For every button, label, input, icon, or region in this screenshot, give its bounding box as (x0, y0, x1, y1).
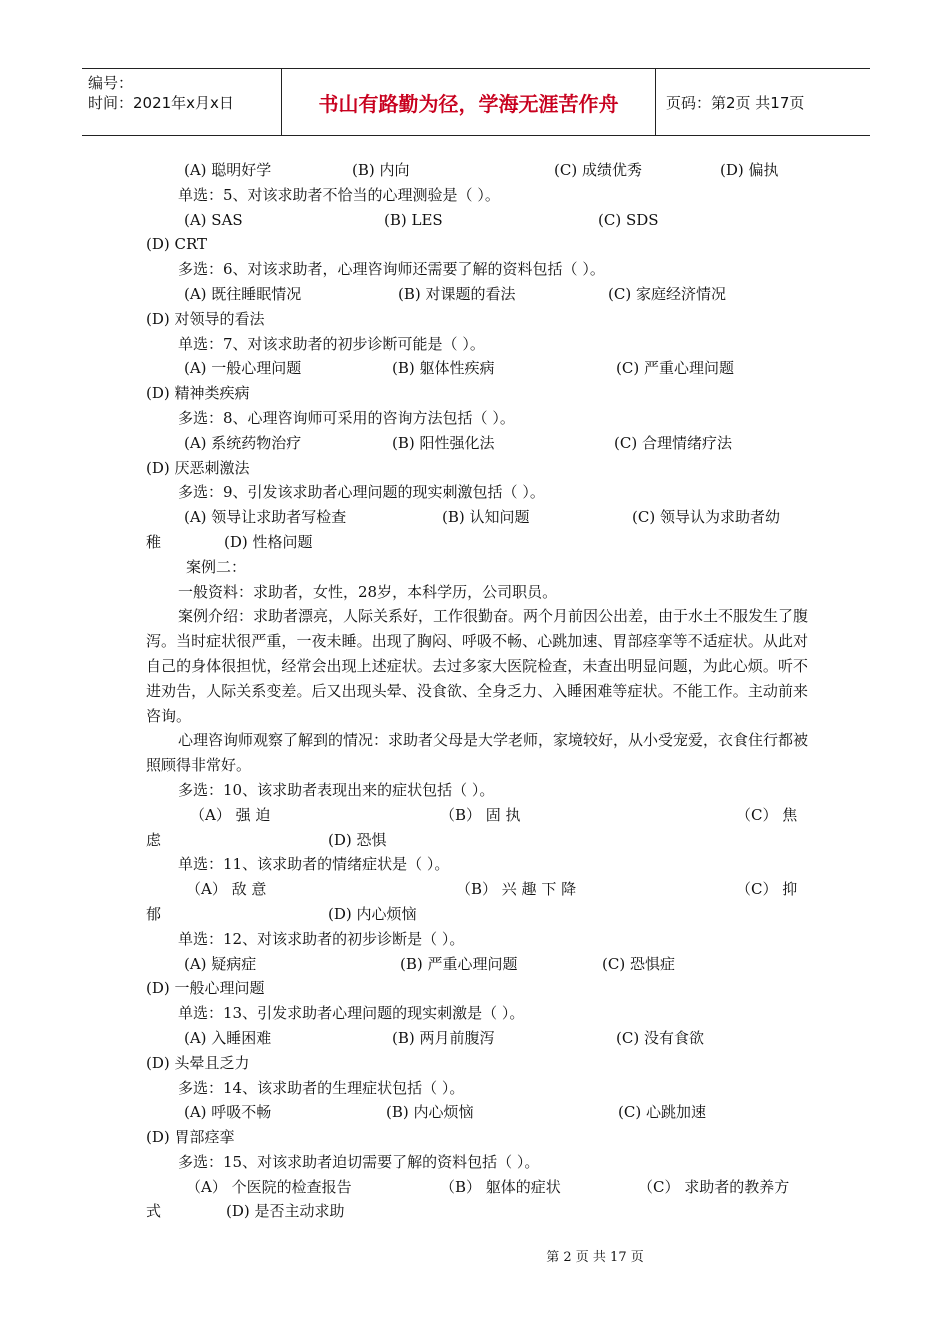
answer-option: （A） 个医院的检查报告 (186, 1177, 352, 1196)
answer-option: （C） 求助者的教养方 (638, 1177, 790, 1196)
header-page-info: 页码：第2页 共17页 (666, 93, 805, 112)
options-line (146, 282, 808, 307)
question-line: 单选：12、对该求助者的初步诊断是（ ）。 (178, 929, 465, 948)
question-line: 多选：8、心理咨询师可采用的咨询方法包括（ ）。 (178, 408, 515, 427)
answer-option: (C) 领导认为求助者幼 (632, 508, 780, 527)
options-line (146, 828, 808, 853)
answer-option: 稚 (146, 532, 162, 551)
question-line: 单选：13、引发求助者心理问题的现实刺激是（ ）。 (178, 1004, 525, 1023)
options-line (146, 530, 808, 555)
header-motto: 书山有路勤为径，学海无涯苦作舟 (282, 69, 656, 135)
answer-option: (B) 内向 (352, 161, 410, 179)
answer-option: (D) 性格问题 (224, 532, 313, 551)
page-footer: 第 2 页 共 17 页 (546, 1250, 644, 1265)
question-line: 单选：7、对该求助者的初步诊断可能是（ ）。 (178, 334, 485, 353)
answer-option: (D) 头晕且乏力 (146, 1053, 250, 1072)
document-body (146, 158, 808, 1224)
answer-option: (D) 对领导的看法 (146, 309, 265, 328)
answer-option: (A) 入睡困难 (184, 1028, 272, 1047)
question-line: 多选：15、对该求助者迫切需要了解的资料包括（ ）。 (178, 1152, 540, 1171)
answer-option: (C) 心跳加速 (618, 1103, 706, 1122)
answer-option: (D) 精神类疾病 (146, 384, 250, 403)
question-line: 单选：11、该求助者的情绪症状是（ ）。 (178, 855, 450, 874)
answer-option: (C) 家庭经济情况 (608, 284, 726, 303)
answer-option: (D) 一般心理问题 (146, 979, 265, 998)
paragraph: 案例介绍：求助者漂亮，人际关系好，工作很勤奋。两个月前因公出差，由于水土不服发生了腹泻。当时症状很严重，一夜未睡。出现了胸闷、呼吸不畅、心跳加速、胃部痉挛等不适症状。从此对自己的身体很担忧，经常会出现上述症状。去过多家大医院检查，未查出明显问题，为此心烦。听不进劝告，人际关系变差。后又出现头晕、没食欲、全身乏力、入睡困难等症状。不能工作。主动前来咨询。 (146, 607, 809, 725)
answer-option: (A) 领导让求助者写检查 (184, 508, 347, 527)
options-line (146, 902, 808, 927)
options-line (146, 356, 808, 381)
options-line (146, 158, 808, 183)
answer-option: (A) 聪明好学 (184, 161, 272, 179)
question-line: 多选：9、引发该求助者心理问题的现实刺激包括（ ）。 (178, 483, 545, 502)
options-line (146, 803, 808, 828)
options-line (146, 1026, 808, 1051)
answer-option: (B) 对课题的看法 (398, 284, 516, 303)
answer-option: （A） 强 迫 (190, 805, 271, 824)
answer-option: 式 (146, 1202, 162, 1221)
paragraph: 心理咨询师观察了解到的情况：求助者父母是大学老师，家境较好，从小受宠爱，衣食住行都被照顾得非常好。 (146, 731, 809, 775)
answer-option: (B) 认知问题 (442, 508, 530, 527)
question-line: 一般资料：求助者，女性，28岁，本科学历，公司职员。 (178, 582, 558, 601)
answer-option: (B) 两月前腹泻 (392, 1028, 495, 1047)
question-line: 案例二： (186, 557, 247, 576)
options-line (146, 1125, 808, 1150)
answer-option: (A) 既往睡眠情况 (184, 284, 302, 303)
question-line: 单选：5、对该求助者不恰当的心理测验是（ ）。 (178, 185, 500, 204)
answer-option: (B) 阳性强化法 (392, 433, 495, 452)
answer-option: (D) 是否主动求助 (226, 1202, 345, 1221)
answer-option: （B） 固 执 (440, 805, 521, 824)
options-line (146, 1199, 808, 1224)
document-number-label: 编号： (88, 74, 134, 92)
answer-option: (C) 没有食欲 (616, 1028, 704, 1047)
options-line (146, 976, 808, 1001)
options-line (146, 952, 808, 977)
question-line: 多选：6、对该求助者，心理咨询师还需要了解的资料包括（ ）。 (178, 260, 605, 279)
options-line (146, 431, 808, 456)
answer-option: (B) 严重心理问题 (400, 954, 518, 973)
answer-option: （A） 敌 意 (186, 880, 267, 899)
answer-option: (B) 内心烦恼 (386, 1103, 474, 1122)
answer-option: (C) 合理情绪疗法 (614, 433, 732, 452)
options-line (146, 307, 808, 332)
answer-option: （C） 焦 (736, 805, 798, 824)
answer-option: (C) 严重心理问题 (616, 359, 734, 378)
options-line (146, 208, 808, 233)
answer-option: (A) 系统药物治疗 (184, 433, 302, 452)
document-date: 时间：2021年x月x日 (88, 94, 234, 112)
answer-option: (A) 呼吸不畅 (184, 1103, 272, 1122)
options-line (146, 505, 808, 530)
answer-option: (D) 偏执 (720, 161, 779, 179)
question-line: 多选：14、该求助者的生理症状包括（ ）。 (178, 1078, 465, 1097)
answer-option: (C) 恐惧症 (602, 954, 675, 973)
answer-option: (B) LES (384, 210, 443, 229)
answer-option: 虑 (146, 830, 162, 849)
answer-option: （B） 躯体的症状 (440, 1177, 561, 1196)
options-line (146, 1100, 808, 1125)
answer-option: (D) 恐惧 (328, 830, 387, 849)
answer-option: (D) 胃部痉挛 (146, 1128, 235, 1147)
answer-option: (A) 一般心理问题 (184, 359, 302, 378)
answer-option: （C） 抑 (736, 880, 798, 899)
answer-option: (D) 厌恶刺激法 (146, 458, 250, 477)
answer-option: (B) 躯体性疾病 (392, 359, 495, 378)
answer-option: (C) 成绩优秀 (554, 161, 642, 179)
header-meta (82, 69, 282, 135)
options-line (146, 877, 808, 902)
answer-option: (A) 疑病症 (184, 954, 257, 973)
question-line: 多选：10、该求助者表现出来的症状包括（ ）。 (178, 780, 495, 799)
answer-option: (A) SAS (184, 210, 243, 229)
options-line (146, 381, 808, 406)
answer-option: (C) SDS (598, 210, 659, 229)
answer-option: (D) CRT (146, 235, 208, 254)
answer-option: (D) 内心烦恼 (328, 904, 417, 923)
options-line (146, 456, 808, 481)
page-header (82, 68, 870, 136)
answer-option: （B） 兴 趣 下 降 (456, 880, 577, 899)
answer-option: 郁 (146, 904, 162, 923)
options-line (146, 1175, 808, 1200)
options-line (146, 1051, 808, 1076)
options-line (146, 232, 808, 257)
